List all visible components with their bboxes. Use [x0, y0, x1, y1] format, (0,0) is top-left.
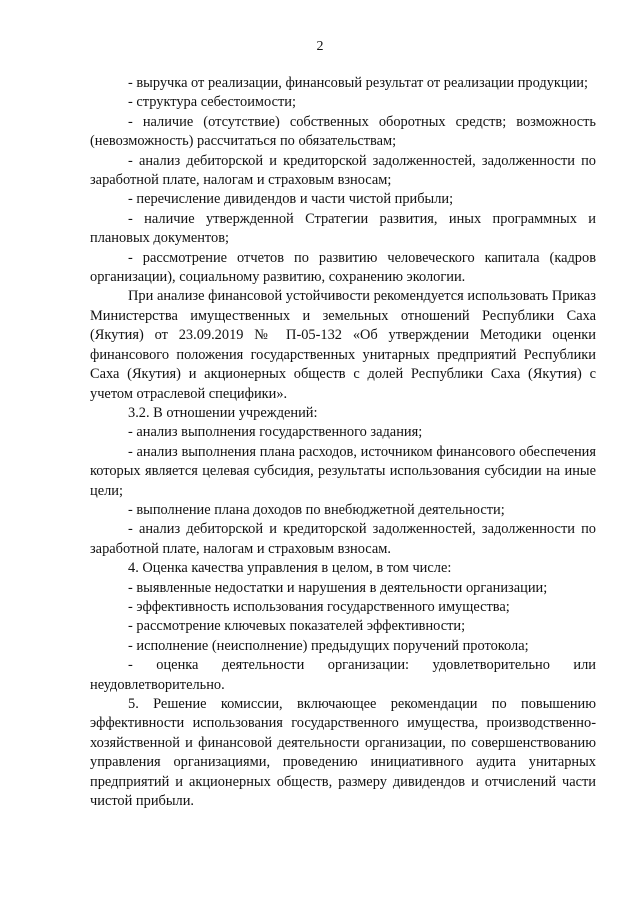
paragraph: - оценка деятельности организации: удовлетворительно или неудовлетворительно. — [90, 657, 596, 693]
paragraph: - структура себестоимости; — [128, 94, 296, 111]
document-body — [90, 74, 596, 811]
paragraph: - наличие утвержденной Стратегии развития, иных программных и плановых документов; — [90, 210, 596, 247]
paragraph: - перечисление дивидендов и части чистой прибыли; — [128, 191, 454, 208]
paragraph: 5. Решение комиссии, включающее рекомендации по повышению эффективности использования государственного имущества, производственно-хозяйственной и финансовой деятельности организации, по совершенствованию управления организациями, проведению инициативного аудита унитарных предприятий и акционерных обществ, размеру дивидендов и отчислений части чистой прибыли. — [90, 696, 596, 810]
paragraph: - исполнение (неисполнение) предыдущих поручений протокола; — [128, 637, 529, 654]
paragraph: - выручка от реализации, финансовый результат от реализации продукции; — [128, 75, 588, 91]
paragraph: - эффективность использования государственного имущества; — [128, 598, 510, 615]
paragraph: При анализе финансовой устойчивости рекомендуется использовать Приказ Министерства имущественных и земельных отношений Республики Саха (Якутия) от 23.09.2019 № П-05-132 «Об утверждении Методики оценки финансового положения государственных унитарных предприятий Республики Саха (Якутия) и акционерных обществ с долей Республики Саха (Якутия) с учетом отраслевой специфики». — [90, 288, 596, 402]
paragraph: 4. Оценка качества управления в целом, в том числе: — [128, 560, 452, 577]
paragraph: 3.2. В отношении учреждений: — [128, 404, 318, 421]
paragraph: - анализ выполнения государственного задания; — [128, 424, 423, 441]
paragraph: - рассмотрение ключевых показателей эффективности; — [128, 618, 466, 635]
paragraph: - выполнение плана доходов по внебюджетной деятельности; — [128, 501, 505, 518]
paragraph: - наличие (отсутствие) собственных оборотных средств; возможность (невозможность) рассчитаться по обязательствам; — [90, 113, 596, 150]
paragraph: - выявленные недостатки и нарушения в деятельности организации; — [128, 579, 548, 596]
page-number: 2 — [316, 39, 324, 54]
paragraph: - анализ дебиторской и кредиторской задолженностей, задолженности по заработной плате, налогам и страховым взносам. — [90, 521, 596, 557]
paragraph: - анализ дебиторской и кредиторской задолженностей, задолженности по заработной плате, налогам и страховым взносам; — [90, 152, 596, 189]
paragraph: - анализ выполнения плана расходов, источником финансового обеспечения которых является целевая субсидия, результаты использования субсидии на иные цели; — [90, 443, 596, 499]
paragraph: - рассмотрение отчетов по развитию человеческого капитала (кадров организации), социальному развитию, сохранению экологии. — [90, 249, 596, 286]
